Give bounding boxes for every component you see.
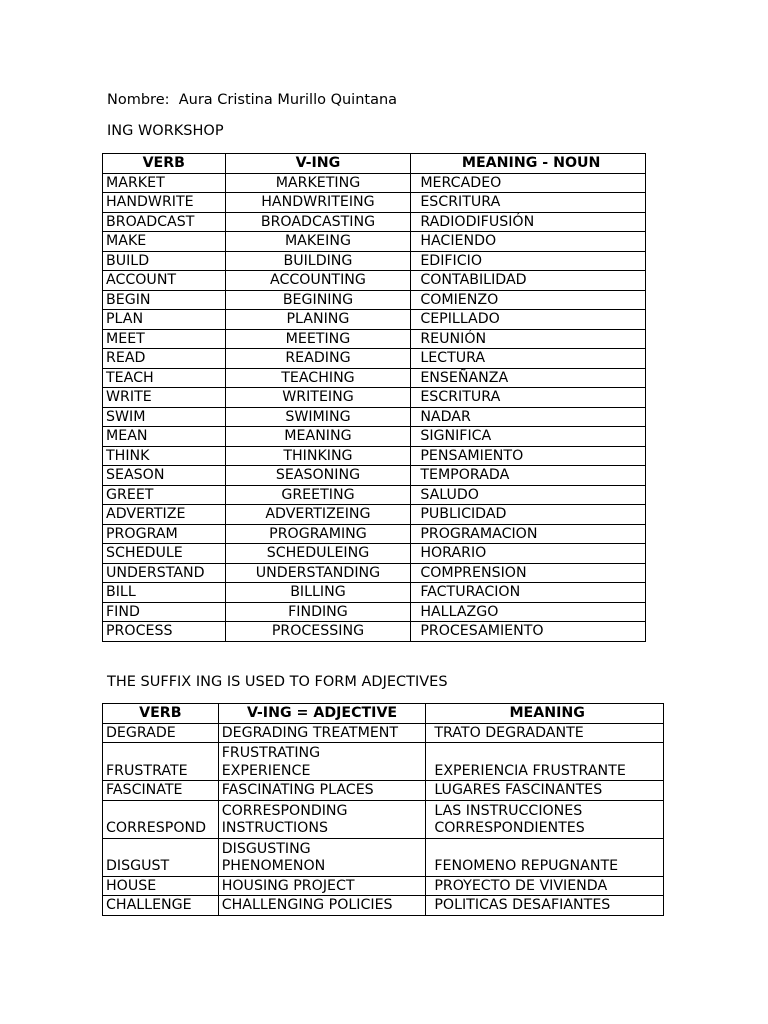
table-cell: WRITE — [103, 388, 226, 408]
table-cell: SCHEDULEING — [225, 544, 411, 564]
table-cell: RADIODIFUSIÓN — [411, 212, 646, 232]
table-row — [103, 800, 664, 838]
table-cell: ADVERTIZE — [103, 505, 226, 525]
table-cell: PROCESS — [103, 622, 226, 642]
table-cell: UNDERSTAND — [103, 563, 226, 583]
table-row — [103, 602, 646, 622]
table-cell: ESCRITURA — [411, 193, 646, 213]
header-v-ing: V-ING — [225, 154, 411, 174]
table-cell: MEET — [103, 329, 226, 349]
table-cell: ACCOUNTING — [225, 271, 411, 291]
table-cell: HORARIO — [411, 544, 646, 564]
table-row — [103, 251, 646, 271]
table-cell: EXPERIENCIA FRUSTRANTE — [426, 743, 664, 781]
table-header-row — [103, 704, 664, 724]
table-row — [103, 271, 646, 291]
table-cell: ESCRITURA — [411, 388, 646, 408]
table-cell: UNDERSTANDING — [225, 563, 411, 583]
table-cell: THINKING — [225, 446, 411, 466]
table-row — [103, 407, 646, 427]
table-cell: PROGRAMING — [225, 524, 411, 544]
table-cell: SWIMING — [225, 407, 411, 427]
table-row — [103, 232, 646, 252]
table-cell: BUILDING — [225, 251, 411, 271]
table-row — [103, 485, 646, 505]
table-cell: BEGIN — [103, 290, 226, 310]
table-cell: ACCOUNT — [103, 271, 226, 291]
header-meaning-noun: MEANING - NOUN — [411, 154, 646, 174]
table-cell: LAS INSTRUCCIONES CORRESPONDIENTES — [426, 800, 664, 838]
table-row — [103, 290, 646, 310]
header-v-ing-adjective: V-ING = ADJECTIVE — [218, 704, 426, 724]
table-cell: MAKEING — [225, 232, 411, 252]
table-cell: ADVERTIZEING — [225, 505, 411, 525]
table-cell: DEGRADE — [103, 723, 219, 743]
table-cell: FASCINATE — [103, 781, 219, 801]
table-cell: COMPRENSION — [411, 563, 646, 583]
table-row — [103, 563, 646, 583]
table-cell: READING — [225, 349, 411, 369]
table-cell: BROADCASTING — [225, 212, 411, 232]
table-cell: DISGUSTING PHENOMENON — [218, 838, 426, 876]
table-row — [103, 583, 646, 603]
table-cell: MEAN — [103, 427, 226, 447]
table-row — [103, 446, 646, 466]
table-row — [103, 193, 646, 213]
table-row — [103, 781, 664, 801]
table-cell: FINDING — [225, 602, 411, 622]
table-cell: PENSAMIENTO — [411, 446, 646, 466]
table-row — [103, 524, 646, 544]
table-row — [103, 505, 646, 525]
table-cell: NADAR — [411, 407, 646, 427]
table-cell: FRUSTRATING EXPERIENCE — [218, 743, 426, 781]
table-cell: FENOMENO REPUGNANTE — [426, 838, 664, 876]
adjectives-title: THE SUFFIX ING IS USED TO FORM ADJECTIVES — [107, 674, 448, 690]
table-cell: BILLING — [225, 583, 411, 603]
table-row — [103, 212, 646, 232]
table-cell: POLITICAS DESAFIANTES — [426, 896, 664, 916]
table-cell: PLANING — [225, 310, 411, 330]
table-cell: BEGINING — [225, 290, 411, 310]
table-header-row — [103, 154, 646, 174]
table-row — [103, 310, 646, 330]
table-cell: PROGRAM — [103, 524, 226, 544]
table-row — [103, 544, 646, 564]
table-cell: EDIFICIO — [411, 251, 646, 271]
table-cell: CORRESPOND — [103, 800, 219, 838]
table-cell: MAKE — [103, 232, 226, 252]
table-cell: MARKETING — [225, 173, 411, 193]
table-cell: PROCESAMIENTO — [411, 622, 646, 642]
table-cell: PLAN — [103, 310, 226, 330]
table-cell: SCHEDULE — [103, 544, 226, 564]
table-row — [103, 723, 664, 743]
table-row — [103, 743, 664, 781]
table-cell: BUILD — [103, 251, 226, 271]
table-cell: CORRESPONDING INSTRUCTIONS — [218, 800, 426, 838]
table-cell: CHALLENGING POLICIES — [218, 896, 426, 916]
table-cell: TRATO DEGRADANTE — [426, 723, 664, 743]
table-cell: TEMPORADA — [411, 466, 646, 486]
table-cell: PUBLICIDAD — [411, 505, 646, 525]
table-cell: REUNIÓN — [411, 329, 646, 349]
table-row — [103, 349, 646, 369]
table-cell: HANDWRITEING — [225, 193, 411, 213]
table-cell: DEGRADING TREATMENT — [218, 723, 426, 743]
table-row — [103, 329, 646, 349]
table-cell: LUGARES FASCINANTES — [426, 781, 664, 801]
table-cell: SALUDO — [411, 485, 646, 505]
header-verb: VERB — [103, 154, 226, 174]
table-cell: TEACHING — [225, 368, 411, 388]
table-cell: GREET — [103, 485, 226, 505]
table-cell: SWIM — [103, 407, 226, 427]
table-row — [103, 368, 646, 388]
table-cell: GREETING — [225, 485, 411, 505]
table-cell: FASCINATING PLACES — [218, 781, 426, 801]
table-cell: FACTURACION — [411, 583, 646, 603]
table-cell: MARKET — [103, 173, 226, 193]
table-cell: MEANING — [225, 427, 411, 447]
table-cell: ENSEÑANZA — [411, 368, 646, 388]
table-cell: FIND — [103, 602, 226, 622]
student-name: Nombre: Aura Cristina Murillo Quintana — [107, 92, 398, 108]
table-cell: CONTABILIDAD — [411, 271, 646, 291]
table-cell: HOUSING PROJECT — [218, 876, 426, 896]
table-cell: MERCADEO — [411, 173, 646, 193]
table-cell: SEASON — [103, 466, 226, 486]
table-cell: HACIENDO — [411, 232, 646, 252]
table-cell: PROYECTO DE VIVIENDA — [426, 876, 664, 896]
workshop-title: ING WORKSHOP — [107, 123, 224, 139]
table-cell: PROCESSING — [225, 622, 411, 642]
table-cell: FRUSTRATE — [103, 743, 219, 781]
table-cell: COMIENZO — [411, 290, 646, 310]
table-cell: DISGUST — [103, 838, 219, 876]
ing-verb-table — [102, 153, 646, 642]
table-cell: THINK — [103, 446, 226, 466]
table-cell: BILL — [103, 583, 226, 603]
table-cell: BROADCAST — [103, 212, 226, 232]
table-row — [103, 466, 646, 486]
header-verb: VERB — [103, 704, 219, 724]
ing-adjective-table — [102, 703, 664, 916]
header-meaning: MEANING — [426, 704, 664, 724]
table-cell: HOUSE — [103, 876, 219, 896]
table-row — [103, 896, 664, 916]
table-cell: LECTURA — [411, 349, 646, 369]
table-cell: HALLAZGO — [411, 602, 646, 622]
table-cell: READ — [103, 349, 226, 369]
table-cell: WRITEING — [225, 388, 411, 408]
table-row — [103, 427, 646, 447]
table-row — [103, 388, 646, 408]
table-row — [103, 838, 664, 876]
table-cell: HANDWRITE — [103, 193, 226, 213]
table-row — [103, 876, 664, 896]
table-cell: PROGRAMACION — [411, 524, 646, 544]
table-cell: SEASONING — [225, 466, 411, 486]
table-row — [103, 173, 646, 193]
table-cell: SIGNIFICA — [411, 427, 646, 447]
table-cell: CHALLENGE — [103, 896, 219, 916]
table-cell: TEACH — [103, 368, 226, 388]
table-cell: MEETING — [225, 329, 411, 349]
table-row — [103, 622, 646, 642]
table-cell: CEPILLADO — [411, 310, 646, 330]
